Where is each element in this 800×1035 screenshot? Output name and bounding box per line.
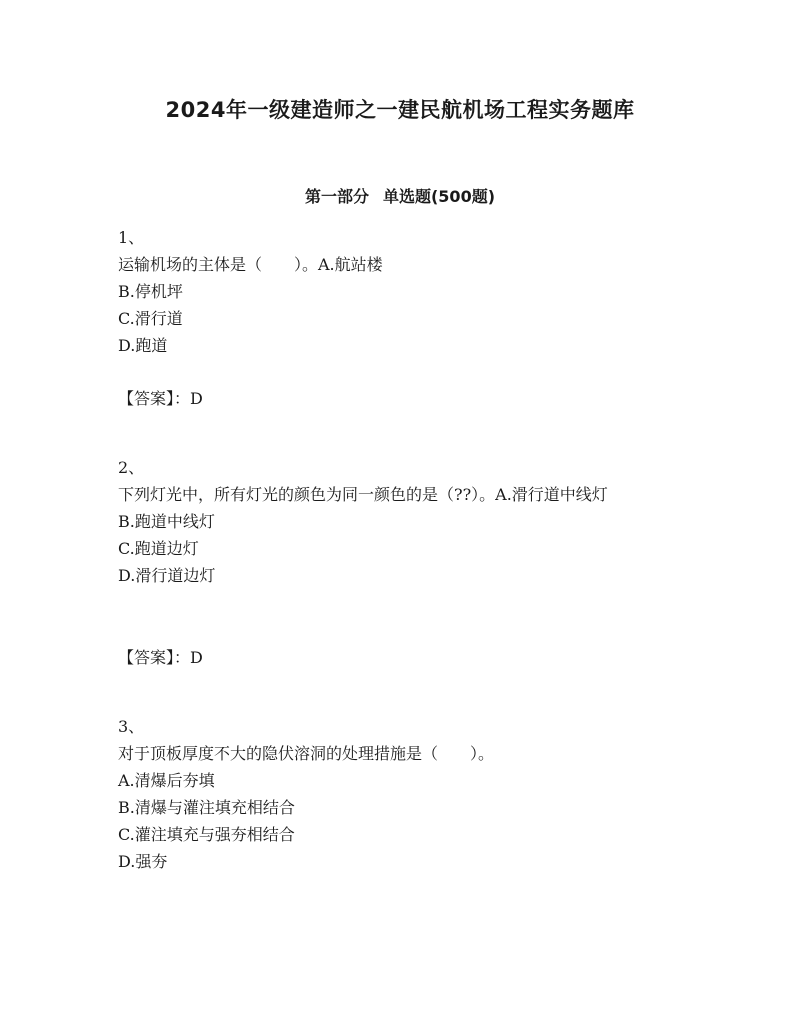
option-c: C.滑行道 [118,309,183,328]
section-heading [0,184,800,207]
question-number: 3、 [118,717,145,736]
question-stem: 对于顶板厚度不大的隐伏溶洞的处理措施是（ ）。 [118,744,495,763]
section-part-label: 第一部分 [304,187,369,206]
question-stem: 下列灯光中，所有灯光的颜色为同一颜色的是（??）。A.滑行道中线灯 [118,485,608,504]
document-title: 2024年一级建造师之一建民航机场工程实务题库 [165,98,635,122]
question-2 [118,454,678,589]
question-number: 1、 [118,228,145,247]
answer-2: 【答案】：D [118,648,203,667]
option-a: A.清爆后夯填 [118,771,215,790]
option-b: B.清爆与灌注填充相结合 [118,798,295,817]
option-d: D.跑道 [118,336,168,355]
option-b: B.停机坪 [118,282,183,301]
question-1 [118,224,678,359]
question-number: 2、 [118,458,145,477]
answer-1: 【答案】：D [118,389,203,408]
option-c: C.跑道边灯 [118,539,199,558]
section-type-label: 单选题(500题) [382,187,496,206]
option-d: D.滑行道边灯 [118,566,216,585]
option-d: D.强夯 [118,852,168,871]
question-3 [118,713,678,875]
option-c: C.灌注填充与强夯相结合 [118,825,295,844]
question-stem: 运输机场的主体是（ ）。A.航站楼 [118,255,383,274]
option-b: B.跑道中线灯 [118,512,215,531]
